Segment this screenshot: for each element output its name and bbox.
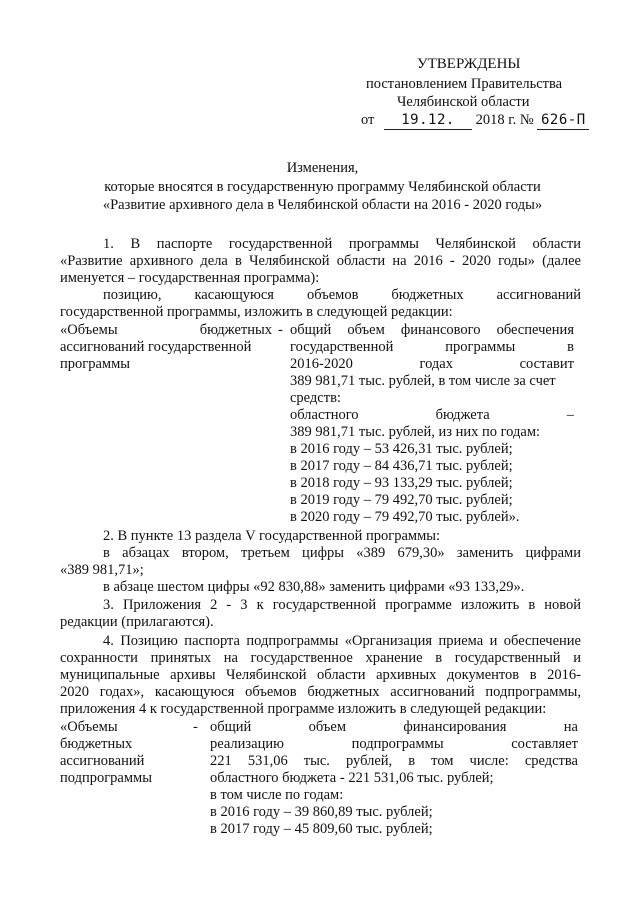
t1-left-3: программы: [60, 356, 130, 372]
t1-right-3: 2016-2020 годах составит: [290, 356, 574, 372]
p4-line-3: муниципальные архивы Челябинской области архивных документов в 2016-: [60, 667, 581, 683]
p3-line-1: 3. Приложения 2 - 3 к государственной программе изложить в новой: [103, 597, 581, 613]
t2-right-5: в том числе по годам:: [210, 787, 344, 803]
t2-left-3: ассигнований: [60, 753, 145, 769]
from-label: от: [361, 112, 375, 128]
t1-dash: -: [278, 322, 283, 338]
t1-right-7: 389 981,71 тыс. рублей, из них по годам:: [290, 424, 541, 440]
handwritten-date: 19.12.: [384, 112, 472, 130]
t1-year-2018: в 2018 году – 93 133,29 тыс. рублей;: [290, 475, 513, 491]
p1-line-1: 1. В паспорте государственной программы Челябинской области: [103, 236, 581, 252]
t2-dash: -: [193, 719, 198, 735]
t1-year-2017: в 2017 году – 84 436,71 тыс. рублей;: [290, 458, 513, 474]
t2-right-2: реализацию подпрограммы составляет: [210, 736, 578, 752]
approval-line-2: Челябинской области: [397, 94, 530, 110]
p3-line-2: редакции (прилагаются).: [60, 614, 214, 630]
year-number-label: 2018 г. №: [475, 112, 534, 128]
t1-right-1: общий объем финансового обеспечения: [290, 322, 574, 338]
p2-line-3: «389 981,71»;: [60, 562, 144, 578]
title-line-3: «Развитие архивного дела в Челябинской области на 2016 - 2020 годы»: [102, 197, 543, 213]
t1-right-4: 389 981,71 тыс. рублей, в том числе за счет: [290, 373, 556, 389]
t2-right-3: 221 531,06 тыс. рублей, в том числе: средства: [210, 753, 578, 769]
t1-right-6: областного бюджета –: [290, 407, 574, 423]
approval-date-line: [361, 112, 589, 130]
p4-line-4: 2020 годах», касающуюся объемов бюджетных ассигнований подпрограммы,: [60, 684, 581, 700]
p2-line-4: в абзаце шестом цифры «92 830,88» заменить цифрами «93 133,29».: [103, 579, 525, 595]
p4-line-1: 4. Позицию паспорта подпрограммы «Организация приема и обеспечение: [103, 633, 581, 649]
approval-heading: УТВЕРЖДЕНЫ: [417, 56, 521, 72]
t1-right-5: средств:: [290, 390, 341, 406]
p4-line-5: приложения 4 к государственной программе изложить в следующей редакции:: [60, 701, 547, 717]
t2-year-2017: в 2017 году – 45 809,60 тыс. рублей;: [210, 821, 433, 837]
t2-left-1: «Объемы: [60, 719, 118, 735]
p1-line-5: государственной программы, изложить в следующей редакции:: [60, 304, 453, 320]
t1-year-2020: в 2020 году – 79 492,70 тыс. рублей».: [290, 509, 520, 525]
handwritten-number: 626-П: [537, 112, 589, 130]
t2-right-1: общий объем финансирования на: [210, 719, 578, 735]
title-line-2: которые вносятся в государственную программу Челябинской области: [104, 179, 541, 195]
p2-line-2: в абзацах втором, третьем цифры «389 679,30» заменить цифрами: [103, 545, 581, 561]
t1-left-1: «Объемы бюджетных: [60, 322, 272, 338]
t1-right-2: государственной программы в: [290, 339, 574, 355]
t2-left-2: бюджетных: [60, 736, 133, 752]
title-line-1: Изменения,: [286, 160, 359, 176]
p1-line-3: именуется – государственная программа):: [60, 270, 320, 286]
t2-year-2016: в 2016 году – 39 860,89 тыс. рублей;: [210, 804, 433, 820]
p4-line-2: сохранности принятых на государственное хранение в государственный и: [60, 650, 581, 666]
approval-line-1: постановлением Правительства: [366, 76, 563, 92]
p1-line-4: позицию, касающуюся объемов бюджетных ассигнований: [103, 287, 581, 303]
p2-line-1: 2. В пункте 13 раздела V государственной программы:: [103, 528, 441, 544]
t1-year-2019: в 2019 году – 79 492,70 тыс. рублей;: [290, 492, 513, 508]
t1-left-2: ассигнований государственной: [60, 339, 252, 355]
t1-year-2016: в 2016 году – 53 426,31 тыс. рублей;: [290, 441, 513, 457]
t2-left-4: подпрограммы: [60, 770, 152, 786]
p1-line-2: «Развитие архивного дела в Челябинской области на 2016 - 2020 годы» (далее: [60, 253, 581, 269]
t2-right-4: областного бюджета - 221 531,06 тыс. рублей;: [210, 770, 494, 786]
